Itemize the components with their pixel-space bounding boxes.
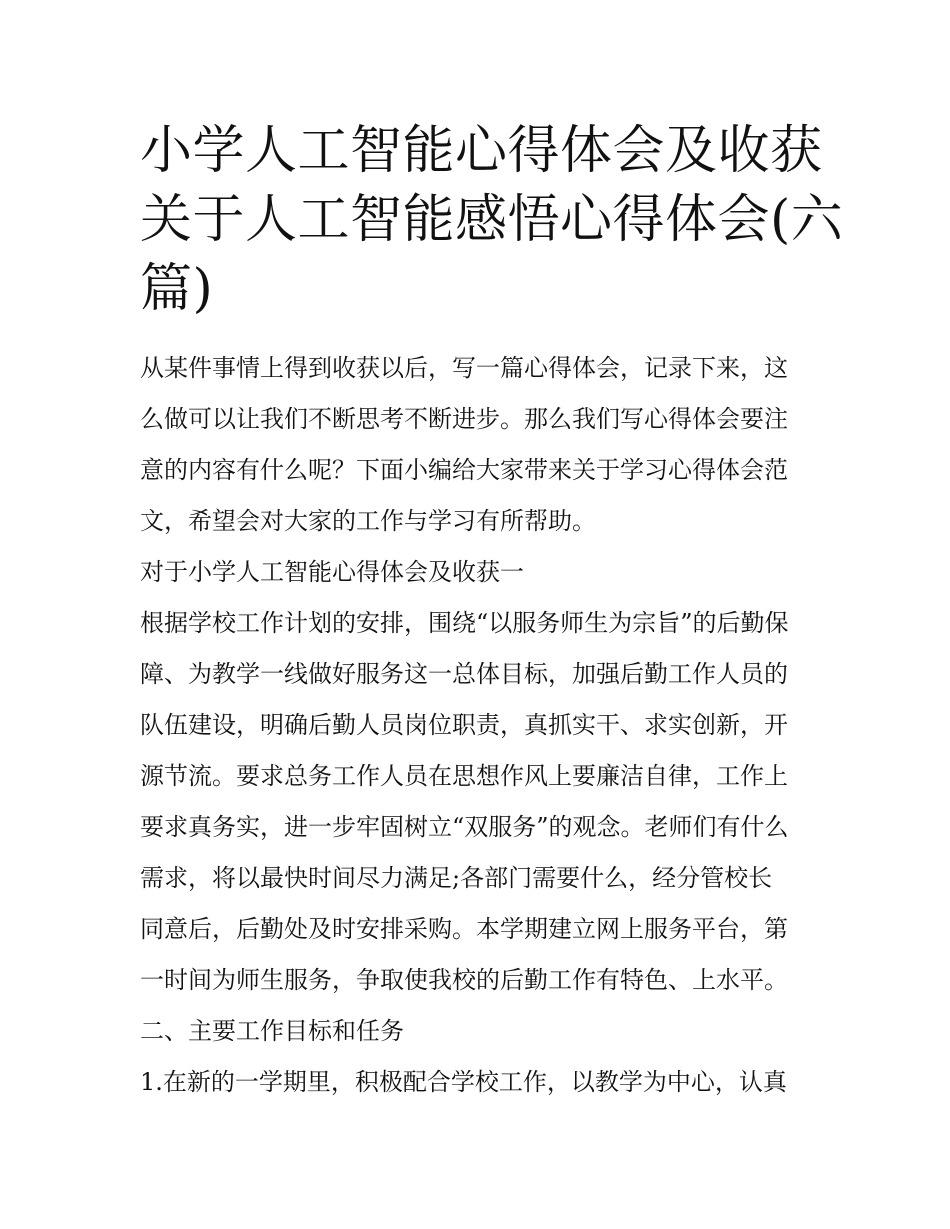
intro-line: 文，希望会对大家的工作与学习有所帮助。 (140, 507, 596, 535)
body-line: 队伍建设，明确后勤人员岗位职责，真抓实干、求实创新，开 (140, 711, 788, 739)
body-line: 同意后，后勤处及时安排采购。本学期建立网上服务平台，第 (140, 915, 788, 943)
section-heading-text: 对于小学人工智能心得体会及收获一 (140, 558, 524, 586)
section-heading (140, 547, 812, 598)
title-line: 关于人工智能感悟心得体会(六 (140, 190, 844, 250)
body-line: 要求真务实，进一步牢固树立“双服务”的观念。老师们有什么 (140, 813, 789, 841)
intro-line: 从某件事情上得到收获以后，写一篇心得体会，记录下来，这 (140, 354, 788, 382)
title-line: 篇) (140, 259, 214, 319)
body-line: 障、为教学一线做好服务这一总体目标，加强后勤工作人员的 (140, 660, 788, 688)
subheading (140, 1006, 812, 1057)
intro-line: 意的内容有什么呢？下面小编给大家带来关于学习心得体会范 (140, 456, 788, 484)
list-item-1 (140, 1057, 812, 1108)
subheading-text: 二、主要工作目标和任务 (140, 1017, 404, 1045)
intro-line: 么做可以让我们不断思考不断进步。那么我们写心得体会要注 (140, 405, 788, 433)
document-page (140, 0, 844, 1108)
body-line: 根据学校工作计划的安排，围绕“以服务师生为宗旨”的后勤保 (140, 609, 789, 637)
body-line: 一时间为师生服务，争取使我校的后勤工作有特色、上水平。 (140, 966, 788, 994)
body-line: 需求，将以最快时间尽力满足;各部门需要什么，经分管校长 (140, 864, 773, 892)
intro-paragraph (140, 343, 812, 547)
body-paragraph (140, 598, 812, 1006)
body-line: 源节流。要求总务工作人员在思想作风上要廉洁自律，工作上 (140, 762, 788, 790)
document-title (140, 0, 844, 324)
title-line: 小学人工智能心得体会及收获 (140, 121, 823, 181)
list-item-line: 1.在新的一学期里，积极配合学校工作，以教学为中心，认真 (140, 1068, 787, 1096)
